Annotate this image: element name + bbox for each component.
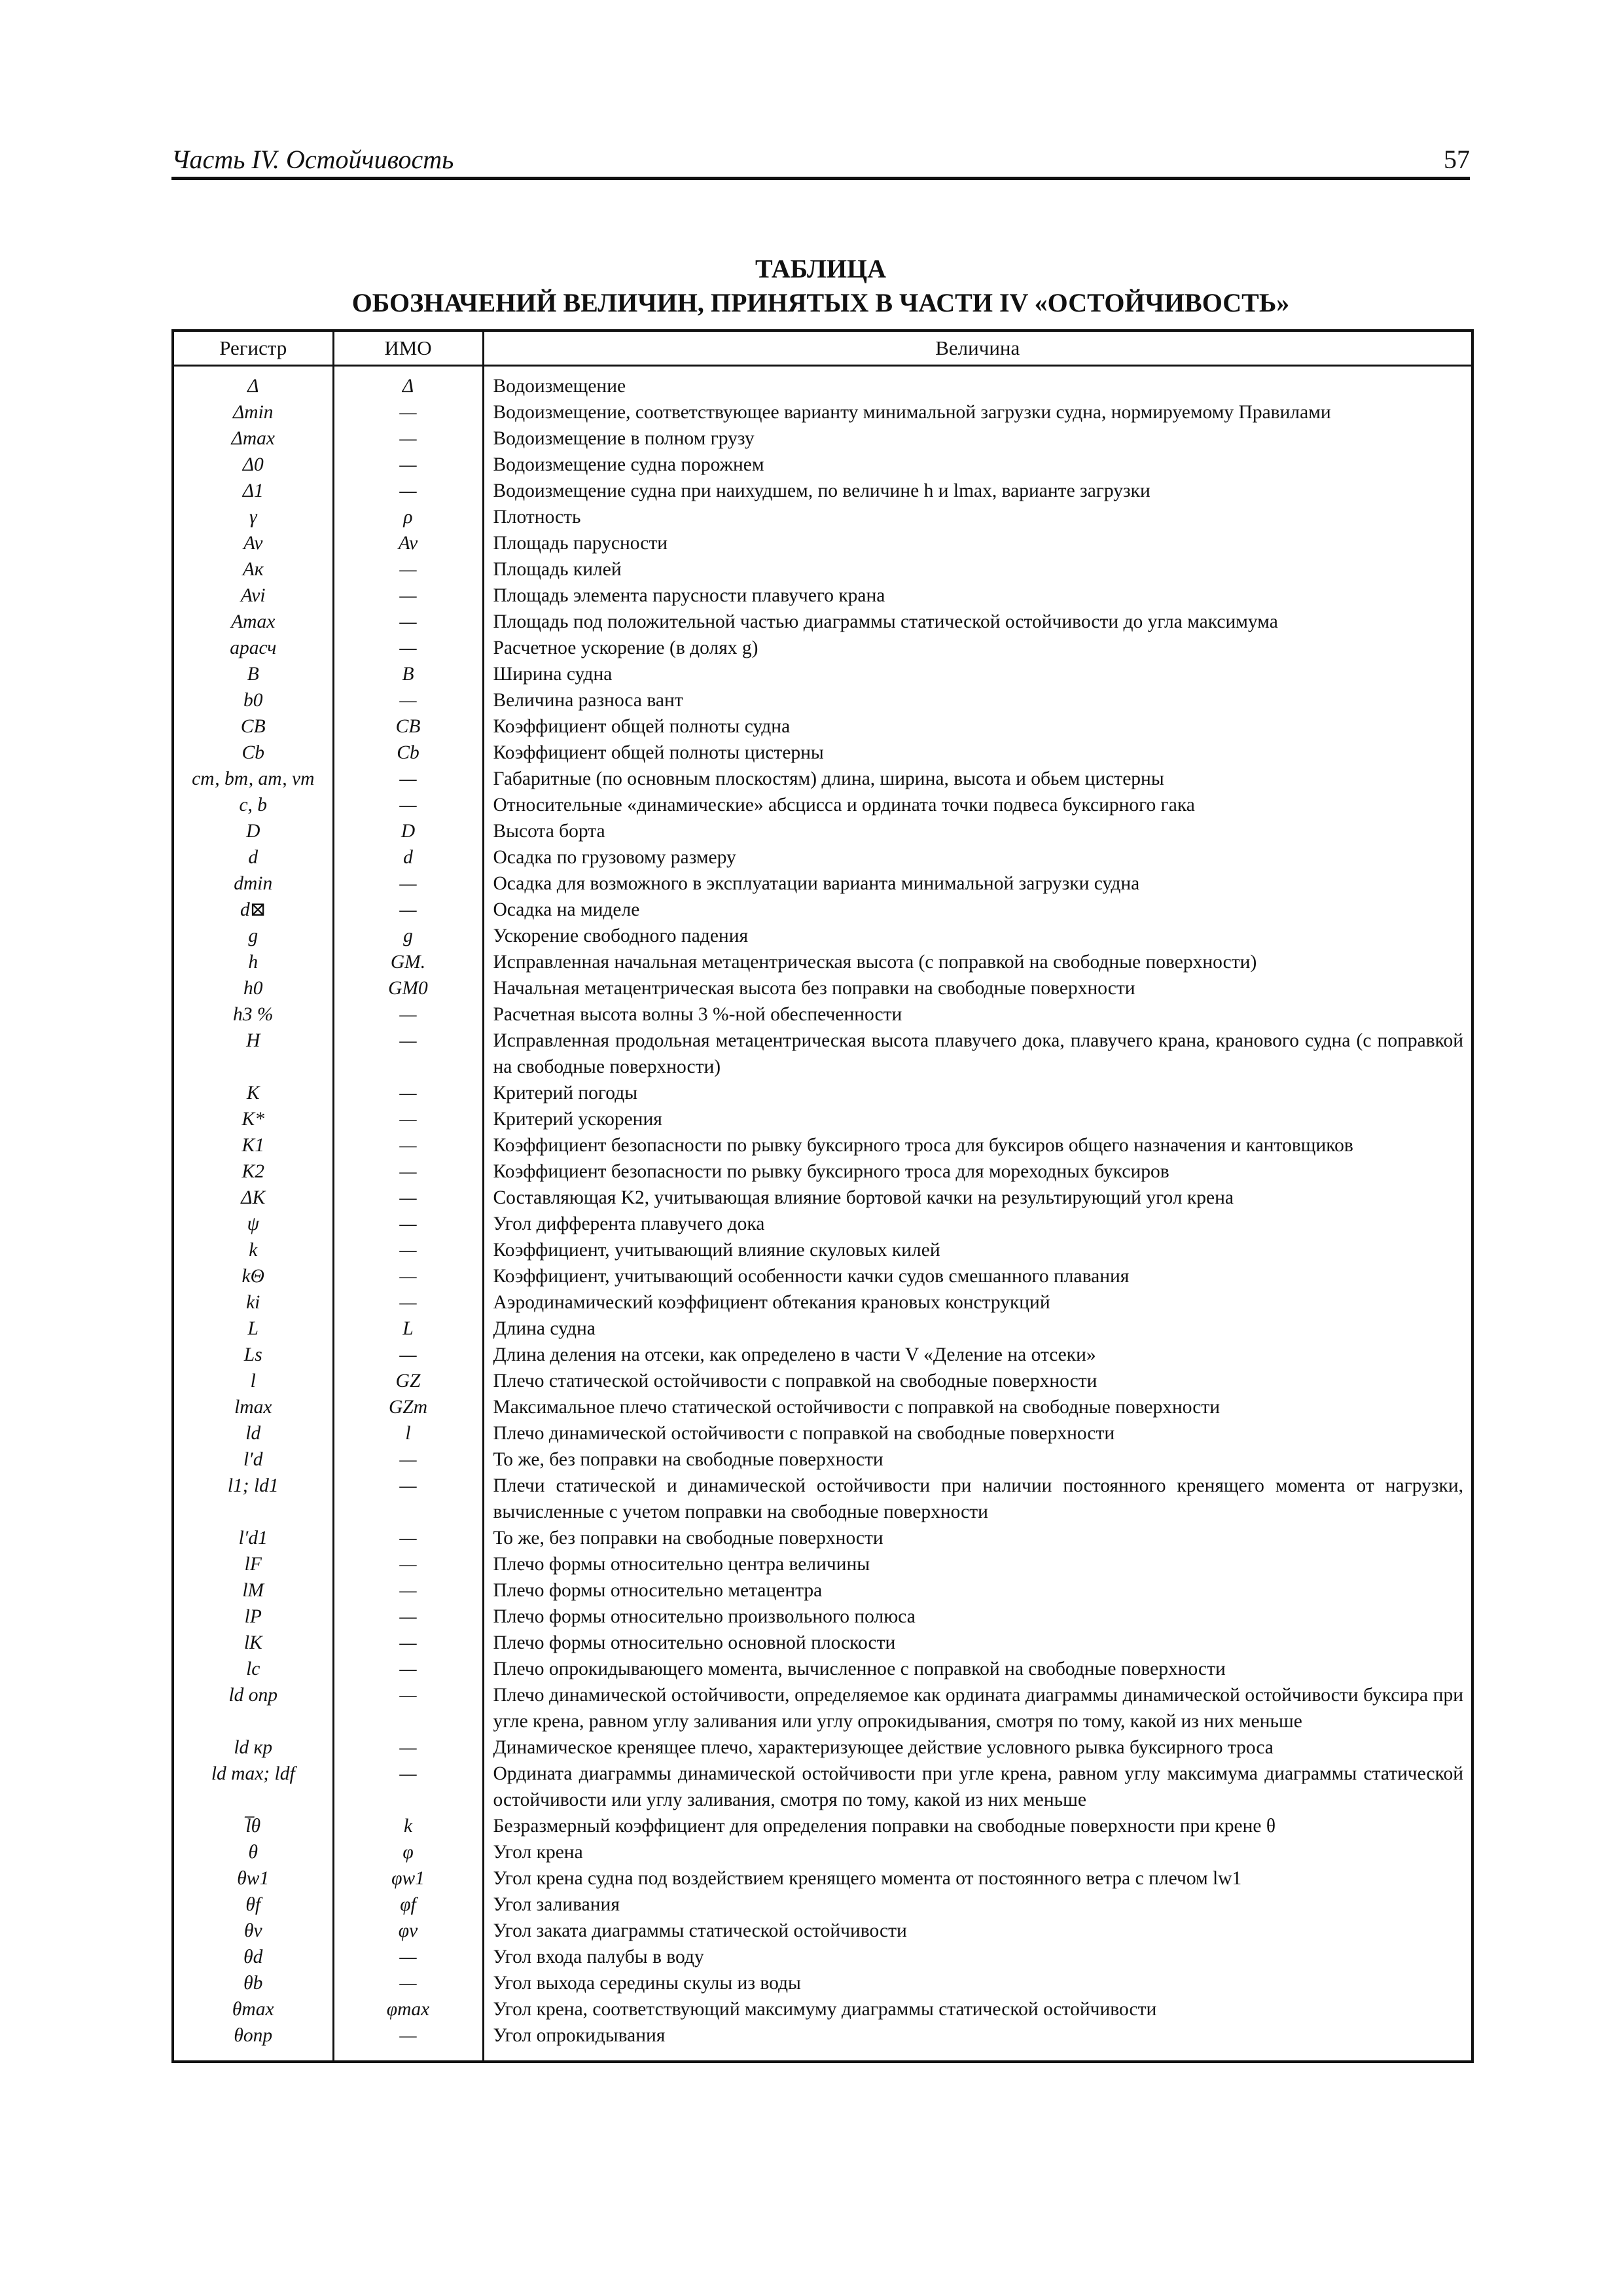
imo-symbol: φf (333, 1892, 483, 1918)
imo-symbol: g (333, 923, 483, 949)
table-row (173, 1839, 1472, 1865)
table-row (173, 1420, 1472, 1446)
quantity-description: Длина деления на отсеки, как определено в части V «Деление на отсеки» (483, 1342, 1472, 1368)
table-row (173, 1289, 1472, 1316)
table-row (173, 975, 1472, 1001)
quantity-description: Площадь парусности (483, 530, 1472, 556)
register-symbol: Δ (173, 366, 333, 400)
quantity-description: Площадь килей (483, 556, 1472, 583)
quantity-description: Коэффициент общей полноты судна (483, 713, 1472, 740)
table-row (173, 1682, 1472, 1734)
register-symbol: lmax (173, 1394, 333, 1420)
table-row (173, 583, 1472, 609)
register-symbol: Amax (173, 609, 333, 635)
table-body (173, 366, 1472, 2062)
quantity-description: Габаритные (по основным плоскостям) длина, ширина, высота и обьем цистерны (483, 766, 1472, 792)
table-header-row (173, 331, 1472, 366)
quantity-description: Водоизмещение в полном грузу (483, 425, 1472, 452)
register-symbol: dmin (173, 870, 333, 897)
imo-symbol: — (333, 1132, 483, 1158)
quantity-description: Аэродинамический коэффициент обтекания крановых конструкций (483, 1289, 1472, 1316)
register-symbol: θb (173, 1970, 333, 1996)
imo-symbol: — (333, 1342, 483, 1368)
register-symbol: lP (173, 1604, 333, 1630)
quantity-description: Осадка на миделе (483, 897, 1472, 923)
imo-symbol: — (333, 583, 483, 609)
quantity-description: Критерий погоды (483, 1080, 1472, 1106)
register-symbol: Av (173, 530, 333, 556)
register-symbol: K1 (173, 1132, 333, 1158)
table-row (173, 1630, 1472, 1656)
column-header-imo: ИМО (333, 331, 483, 366)
table-row (173, 635, 1472, 661)
table-row (173, 478, 1472, 504)
quantity-description: Критерий ускорения (483, 1106, 1472, 1132)
register-symbol: K2 (173, 1158, 333, 1185)
symbols-table (171, 329, 1474, 2063)
running-title: Часть IV. Остойчивость (171, 145, 454, 174)
imo-symbol: — (333, 1211, 483, 1237)
imo-symbol: — (333, 1158, 483, 1185)
imo-symbol: — (333, 1263, 483, 1289)
table-row (173, 897, 1472, 923)
table-row (173, 1368, 1472, 1394)
register-symbol: d⊠ (173, 897, 333, 923)
quantity-description: Высота борта (483, 818, 1472, 844)
imo-symbol: k (333, 1813, 483, 1839)
imo-symbol: ρ (333, 504, 483, 530)
quantity-description: Осадка по грузовому размеру (483, 844, 1472, 870)
table-row (173, 1106, 1472, 1132)
quantity-description: Ширина судна (483, 661, 1472, 687)
imo-symbol: — (333, 1446, 483, 1473)
register-symbol: θf (173, 1892, 333, 1918)
register-symbol: h (173, 949, 333, 975)
table-row (173, 923, 1472, 949)
register-symbol: cт, bт, aт, vт (173, 766, 333, 792)
quantity-description: Угол дифферента плавучего дока (483, 1211, 1472, 1237)
table-row (173, 530, 1472, 556)
quantity-description: Плечо динамической остойчивости, определяемое как ордината диаграммы динамической остойчивости буксира при угле крена, равном углу заливания или углу опрокидывания, смотря по тому, какой из них меньше (483, 1682, 1472, 1734)
imo-symbol: — (333, 1237, 483, 1263)
table-row (173, 1342, 1472, 1368)
table-row (173, 1892, 1472, 1918)
quantity-description: Расчетная высота волны 3 %-ной обеспеченности (483, 1001, 1472, 1028)
quantity-description: Водоизмещение (483, 366, 1472, 400)
imo-symbol: — (333, 2022, 483, 2062)
imo-symbol: — (333, 1551, 483, 1577)
register-symbol: L (173, 1316, 333, 1342)
table-row (173, 740, 1472, 766)
imo-symbol: — (333, 1604, 483, 1630)
register-symbol: D (173, 818, 333, 844)
table-row (173, 713, 1472, 740)
table-row (173, 1734, 1472, 1761)
register-symbol: l′d1 (173, 1525, 333, 1551)
register-symbol: θопр (173, 2022, 333, 2062)
register-symbol: k (173, 1237, 333, 1263)
table-row (173, 1551, 1472, 1577)
table-row (173, 1132, 1472, 1158)
register-symbol: l̅θ (173, 1813, 333, 1839)
quantity-description: Площадь под положительной частью диаграммы статической остойчивости до угла максимума (483, 609, 1472, 635)
register-symbol: lK (173, 1630, 333, 1656)
register-symbol: θ (173, 1839, 333, 1865)
imo-symbol: — (333, 1289, 483, 1316)
imo-symbol: — (333, 1577, 483, 1604)
table-row (173, 556, 1472, 583)
quantity-description: Водоизмещение, соответствующее варианту минимальной загрузки судна, нормируемому Правилами (483, 399, 1472, 425)
register-symbol: θmax (173, 1996, 333, 2022)
register-symbol: θw1 (173, 1865, 333, 1892)
quantity-description: Угол крена, соответствующий максимуму диаграммы статической остойчивости (483, 1996, 1472, 2022)
imo-symbol: — (333, 1473, 483, 1525)
quantity-description: Ускорение свободного падения (483, 923, 1472, 949)
register-symbol: ld (173, 1420, 333, 1446)
table-row (173, 1865, 1472, 1892)
quantity-description: Составляющая K2, учитывающая влияние бортовой качки на результирующий угол крена (483, 1185, 1472, 1211)
imo-symbol: — (333, 1656, 483, 1682)
table-row (173, 1761, 1472, 1813)
register-symbol: c, b (173, 792, 333, 818)
table-row (173, 1316, 1472, 1342)
imo-symbol: D (333, 818, 483, 844)
quantity-description: Плотность (483, 504, 1472, 530)
table-row (173, 1394, 1472, 1420)
quantity-description: Плечо формы относительно произвольного полюса (483, 1604, 1472, 1630)
table-row (173, 844, 1472, 870)
imo-symbol: — (333, 478, 483, 504)
imo-symbol: — (333, 1970, 483, 1996)
table-row (173, 1473, 1472, 1525)
imo-symbol: — (333, 792, 483, 818)
register-symbol: lF (173, 1551, 333, 1577)
quantity-description: Угол крена (483, 1839, 1472, 1865)
quantity-description: Осадка для возможного в эксплуатации варианта минимальной загрузки судна (483, 870, 1472, 897)
imo-symbol: — (333, 1185, 483, 1211)
imo-symbol: — (333, 1944, 483, 1970)
quantity-description: Плечо динамической остойчивости с поправкой на свободные поверхности (483, 1420, 1472, 1446)
register-symbol: K* (173, 1106, 333, 1132)
quantity-description: Водоизмещение судна при наихудшем, по величине h и lmax, варианте загрузки (483, 478, 1472, 504)
quantity-description: Плечо статической остойчивости с поправкой на свободные поверхности (483, 1368, 1472, 1394)
table-row (173, 1237, 1472, 1263)
header-rule (171, 177, 1470, 180)
register-symbol: Δmin (173, 399, 333, 425)
quantity-description: Плечо формы относительно основной плоскости (483, 1630, 1472, 1656)
imo-symbol: — (333, 425, 483, 452)
register-symbol: Δ1 (173, 478, 333, 504)
imo-symbol: — (333, 399, 483, 425)
register-symbol: K (173, 1080, 333, 1106)
caption-line-1: ТАБЛИЦА (755, 254, 886, 283)
register-symbol: Δmax (173, 425, 333, 452)
table-row (173, 766, 1472, 792)
table-row (173, 1918, 1472, 1944)
imo-symbol: Δ (333, 366, 483, 400)
imo-symbol: — (333, 1630, 483, 1656)
register-symbol: d (173, 844, 333, 870)
table-row (173, 818, 1472, 844)
imo-symbol: GM0 (333, 975, 483, 1001)
table-row (173, 1446, 1472, 1473)
imo-symbol: — (333, 1682, 483, 1734)
register-symbol: lc (173, 1656, 333, 1682)
imo-symbol: GM. (333, 949, 483, 975)
table-row (173, 399, 1472, 425)
imo-symbol: Av (333, 530, 483, 556)
quantity-description: Плечо формы относительно центра величины (483, 1551, 1472, 1577)
imo-symbol: d (333, 844, 483, 870)
table-row (173, 504, 1472, 530)
table-row (173, 1525, 1472, 1551)
imo-symbol: GZ (333, 1368, 483, 1394)
page-number: 57 (1444, 145, 1470, 174)
quantity-description: Угол выхода середины скулы из воды (483, 1970, 1472, 1996)
imo-symbol: — (333, 766, 483, 792)
register-symbol: l′d (173, 1446, 333, 1473)
imo-symbol: — (333, 609, 483, 635)
register-symbol: Cb (173, 740, 333, 766)
imo-symbol: — (333, 1080, 483, 1106)
imo-symbol: CB (333, 713, 483, 740)
table-row (173, 792, 1472, 818)
imo-symbol: φv (333, 1918, 483, 1944)
table-row (173, 1656, 1472, 1682)
quantity-description: Угол входа палубы в воду (483, 1944, 1472, 1970)
table-row (173, 661, 1472, 687)
quantity-description: Плечо опрокидывающего момента, вычисленное с поправкой на свободные поверхности (483, 1656, 1472, 1682)
register-symbol: ld max; ldf (173, 1761, 333, 1813)
imo-symbol: φw1 (333, 1865, 483, 1892)
table-row (173, 425, 1472, 452)
quantity-description: Угол заката диаграммы статической остойчивости (483, 1918, 1472, 1944)
register-symbol: l (173, 1368, 333, 1394)
register-symbol: h0 (173, 975, 333, 1001)
register-symbol: ld опр (173, 1682, 333, 1734)
register-symbol: CB (173, 713, 333, 740)
quantity-description: Коэффициент, учитывающий особенности качки судов смешанного плавания (483, 1263, 1472, 1289)
quantity-description: Начальная метацентрическая высота без поправки на свободные поверхности (483, 975, 1472, 1001)
table-row (173, 1813, 1472, 1839)
table-row (173, 870, 1472, 897)
imo-symbol: L (333, 1316, 483, 1342)
quantity-description: Водоизмещение судна порожнем (483, 452, 1472, 478)
table-row (173, 1577, 1472, 1604)
quantity-description: Коэффициент общей полноты цистерны (483, 740, 1472, 766)
register-symbol: g (173, 923, 333, 949)
column-header-register: Регистр (173, 331, 333, 366)
quantity-description: Длина судна (483, 1316, 1472, 1342)
table-row (173, 1028, 1472, 1080)
caption-line-2: ОБОЗНАЧЕНИЙ ВЕЛИЧИН, ПРИНЯТЫХ В ЧАСТИ IV «ОСТОЙЧИВОСТЬ» (351, 288, 1290, 317)
quantity-description: Угол заливания (483, 1892, 1472, 1918)
column-header-quantity: Величина (483, 331, 1472, 366)
quantity-description: Исправленная продольная метацентрическая высота плавучего дока, плавучего крана, кранового судна (с поправкой на свободные поверхности) (483, 1028, 1472, 1080)
register-symbol: aрасч (173, 635, 333, 661)
quantity-description: То же, без поправки на свободные поверхности (483, 1446, 1472, 1473)
table-row (173, 1970, 1472, 1996)
register-symbol: γ (173, 504, 333, 530)
table-caption (171, 252, 1470, 320)
table-row (173, 1944, 1472, 1970)
table-row (173, 1001, 1472, 1028)
register-symbol: ψ (173, 1211, 333, 1237)
table-row (173, 687, 1472, 713)
table-row (173, 1604, 1472, 1630)
register-symbol: θv (173, 1918, 333, 1944)
table-row (173, 1211, 1472, 1237)
imo-symbol: GZm (333, 1394, 483, 1420)
imo-symbol: — (333, 1525, 483, 1551)
register-symbol: h3 % (173, 1001, 333, 1028)
quantity-description: Исправленная начальная метацентрическая высота (с поправкой на свободные поверхности) (483, 949, 1472, 975)
quantity-description: То же, без поправки на свободные поверхности (483, 1525, 1472, 1551)
table-row (173, 1080, 1472, 1106)
imo-symbol: l (333, 1420, 483, 1446)
imo-symbol: — (333, 556, 483, 583)
register-symbol: ld кр (173, 1734, 333, 1761)
table-row (173, 1263, 1472, 1289)
table-row (173, 366, 1472, 400)
quantity-description: Угол опрокидывания (483, 2022, 1472, 2062)
table-row (173, 452, 1472, 478)
quantity-description: Максимальное плечо статической остойчивости с поправкой на свободные поверхности (483, 1394, 1472, 1420)
quantity-description: Ордината диаграммы динамической остойчивости при угле крена, равном углу максимума диаграммы статической остойчивости или углу заливания, смотря по тому, какой из них меньше (483, 1761, 1472, 1813)
imo-symbol: — (333, 1001, 483, 1028)
quantity-description: Безразмерный коэффициент для определения поправки на свободные поверхности при крене θ (483, 1813, 1472, 1839)
imo-symbol: — (333, 870, 483, 897)
quantity-description: Динамическое кренящее плечо, характеризующее действие условного рывка буксирного троса (483, 1734, 1472, 1761)
quantity-description: Угол крена судна под воздействием кренящего момента от постоянного ветра с плечом lw1 (483, 1865, 1472, 1892)
table-row (173, 1158, 1472, 1185)
imo-symbol: — (333, 452, 483, 478)
imo-symbol: — (333, 1106, 483, 1132)
imo-symbol: φ (333, 1839, 483, 1865)
quantity-description: Площадь элемента парусности плавучего крана (483, 583, 1472, 609)
table-row (173, 2022, 1472, 2062)
register-symbol: Ls (173, 1342, 333, 1368)
imo-symbol: — (333, 635, 483, 661)
running-head (171, 144, 1470, 181)
table-row (173, 949, 1472, 975)
table-row (173, 609, 1472, 635)
quantity-description: Коэффициент безопасности по рывку буксирного троса для буксиров общего назначения и кантовщиков (483, 1132, 1472, 1158)
register-symbol: H (173, 1028, 333, 1080)
imo-symbol: φmax (333, 1996, 483, 2022)
register-symbol: θd (173, 1944, 333, 1970)
imo-symbol: — (333, 897, 483, 923)
imo-symbol: B (333, 661, 483, 687)
quantity-description: Величина разноса вант (483, 687, 1472, 713)
table-row (173, 1185, 1472, 1211)
imo-symbol: — (333, 687, 483, 713)
register-symbol: Δ0 (173, 452, 333, 478)
register-symbol: Aк (173, 556, 333, 583)
imo-symbol: — (333, 1734, 483, 1761)
quantity-description: Коэффициент, учитывающий влияние скуловых килей (483, 1237, 1472, 1263)
register-symbol: Avi (173, 583, 333, 609)
quantity-description: Относительные «динамические» абсцисса и ордината точки подвеса буксирного гака (483, 792, 1472, 818)
table-row (173, 1996, 1472, 2022)
register-symbol: b0 (173, 687, 333, 713)
imo-symbol: Cb (333, 740, 483, 766)
register-symbol: kΘ (173, 1263, 333, 1289)
register-symbol: lM (173, 1577, 333, 1604)
quantity-description: Плечи статической и динамической остойчивости при наличии постоянного кренящего момента от нагрузки, вычисленные с учетом поправки на свободные поверхности (483, 1473, 1472, 1525)
quantity-description: Расчетное ускорение (в долях g) (483, 635, 1472, 661)
imo-symbol: — (333, 1761, 483, 1813)
register-symbol: ΔK (173, 1185, 333, 1211)
quantity-description: Плечо формы относительно метацентра (483, 1577, 1472, 1604)
register-symbol: B (173, 661, 333, 687)
register-symbol: ki (173, 1289, 333, 1316)
register-symbol: l1; ld1 (173, 1473, 333, 1525)
imo-symbol: — (333, 1028, 483, 1080)
quantity-description: Коэффициент безопасности по рывку буксирного троса для мореходных буксиров (483, 1158, 1472, 1185)
